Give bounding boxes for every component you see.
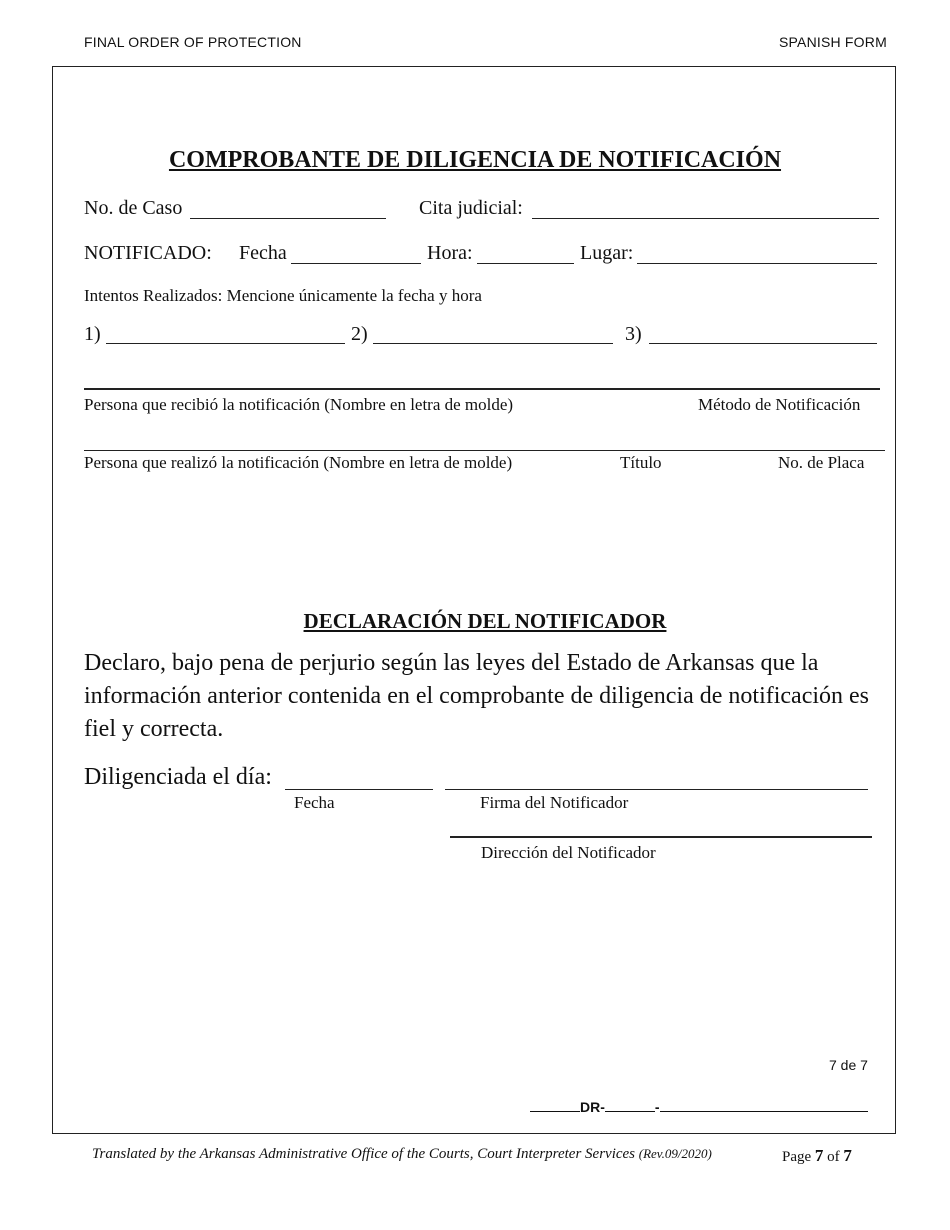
attempt-1-field[interactable] [106, 343, 345, 344]
served-date-label: Fecha [239, 242, 287, 264]
footer-page-word: Page [782, 1149, 812, 1165]
docket-separator: - [654, 1099, 660, 1115]
served-time-field[interactable] [477, 263, 574, 264]
docket-blank-1[interactable] [530, 1097, 580, 1112]
case-no-label: No. de Caso [84, 197, 183, 219]
address-field[interactable] [450, 836, 872, 838]
attempt-3-label: 3) [625, 323, 642, 345]
footer-page-total: 7 [843, 1146, 852, 1165]
footer-of-word: of [827, 1149, 840, 1165]
declaration-text: Declaro, bajo pena de perjurio según las leyes del Estado de Arkansas que la información anterior contenida en el comprobante de diligencia de notificación es fiel y correcta. [84, 650, 870, 742]
header-form-name: FINAL ORDER OF PROTECTION [84, 34, 302, 50]
served-on-date-field[interactable] [285, 789, 433, 790]
attempt-2-field[interactable] [373, 343, 613, 344]
citation-label: Cita judicial: [419, 197, 523, 219]
attempt-1-label: 1) [84, 323, 101, 345]
served-place-field[interactable] [637, 263, 877, 264]
recipient-caption: Persona que recibió la notificación (Nombre en letra de molde) [84, 395, 514, 414]
server-field[interactable] [84, 450, 885, 451]
footer-revision: (Rev.09/2020) [638, 1146, 712, 1161]
docket-blank-3[interactable] [660, 1097, 868, 1112]
citation-field[interactable] [532, 218, 879, 219]
attempt-3-field[interactable] [649, 343, 877, 344]
footer-translated-by: Translated by the Arkansas Administrative Office of the Courts, Court Interpreter Services [92, 1146, 636, 1162]
method-caption: Método de Notificación [698, 395, 861, 414]
attempts-label: Intentos Realizados: Mencione únicamente la fecha y hora [84, 286, 482, 305]
title-caption: Título [620, 453, 662, 472]
docket-prefix: DR- [580, 1099, 605, 1115]
address-caption: Dirección del Notificador [481, 843, 656, 862]
served-place-label: Lugar: [580, 242, 634, 264]
served-time-label: Hora: [427, 242, 473, 264]
signature-caption: Firma del Notificador [480, 793, 629, 812]
footer-page-current: 7 [814, 1146, 824, 1165]
header-language: SPANISH FORM [779, 34, 887, 50]
form-title: COMPROBANTE DE DILIGENCIA DE NOTIFICACIÓN [168, 147, 782, 173]
footer-translation-note [92, 1146, 712, 1163]
server-caption: Persona que realizó la notificación (Nombre en letra de molde) [84, 453, 513, 472]
page-marker: 7 de 7 [829, 1057, 868, 1073]
signature-field[interactable] [445, 789, 868, 790]
date-caption: Fecha [294, 793, 335, 812]
served-date-field[interactable] [291, 263, 421, 264]
docket-number [530, 1097, 868, 1115]
form-frame [52, 66, 896, 1134]
docket-blank-2[interactable] [605, 1097, 655, 1112]
footer-page-count [782, 1146, 852, 1166]
served-label: NOTIFICADO: [84, 242, 212, 264]
served-on-label: Diligenciada el día: [84, 764, 272, 790]
attempt-2-label: 2) [351, 323, 368, 345]
badge-caption: No. de Placa [778, 453, 865, 472]
declaration-heading: DECLARACIÓN DEL NOTIFICADOR [303, 609, 667, 633]
recipient-field[interactable] [84, 388, 880, 390]
case-no-field[interactable] [190, 218, 386, 219]
